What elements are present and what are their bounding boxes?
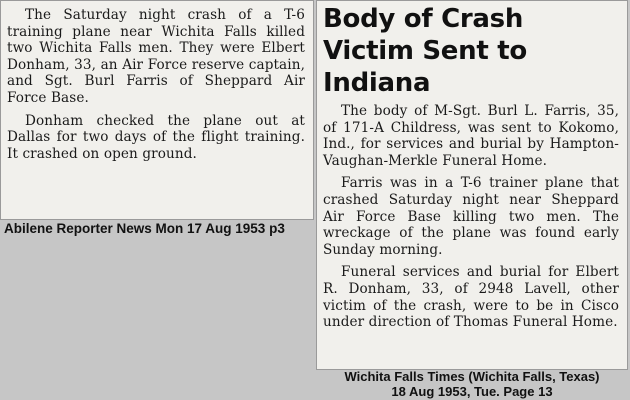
wichita-falls-source-caption xyxy=(316,369,628,399)
article-paragraph: Donham checked the plane out at Dallas for two days of the flight training. It crashed on open ground. xyxy=(7,112,305,162)
article-paragraph: The Saturday night crash of a T-6 training plane near Wichita Falls killed two Wichita Falls men. They were Elbert Donham, 33, an Air Force reserve captain, and Sgt. Burl Farris of Sheppard Air Force Base. xyxy=(7,7,305,106)
abilene-source-caption: Abilene Reporter News Mon 17 Aug 1953 p3 xyxy=(4,221,285,236)
abilene-clipping xyxy=(0,0,314,220)
article-paragraph: Funeral services and burial for Elbert R. Donham, 33, of 2948 Lavell, other victim of the crash, were to be in Cisco under direction of Thomas Funeral Home. xyxy=(323,264,619,331)
article-headline: Body of Crash Victim Sent to Indiana xyxy=(323,4,527,98)
article-paragraph: The body of M-Sgt. Burl L. Farris, 35, of 171-A Childress, was sent to Kokomo, Ind., for services and burial by Hampton-Vaughan-Merkle Funeral Home. xyxy=(323,103,619,169)
caption-line: 18 Aug 1953, Tue. Page 13 xyxy=(391,384,553,399)
wichita-falls-clipping xyxy=(316,0,628,370)
article-paragraph: Farris was in a T-6 trainer plane that crashed Saturday night near Sheppard Air Force Base killing two men. The wreckage of the plane was found early Sunday morning. xyxy=(323,175,619,258)
caption-line: Wichita Falls Times (Wichita Falls, Texas) xyxy=(344,369,600,384)
